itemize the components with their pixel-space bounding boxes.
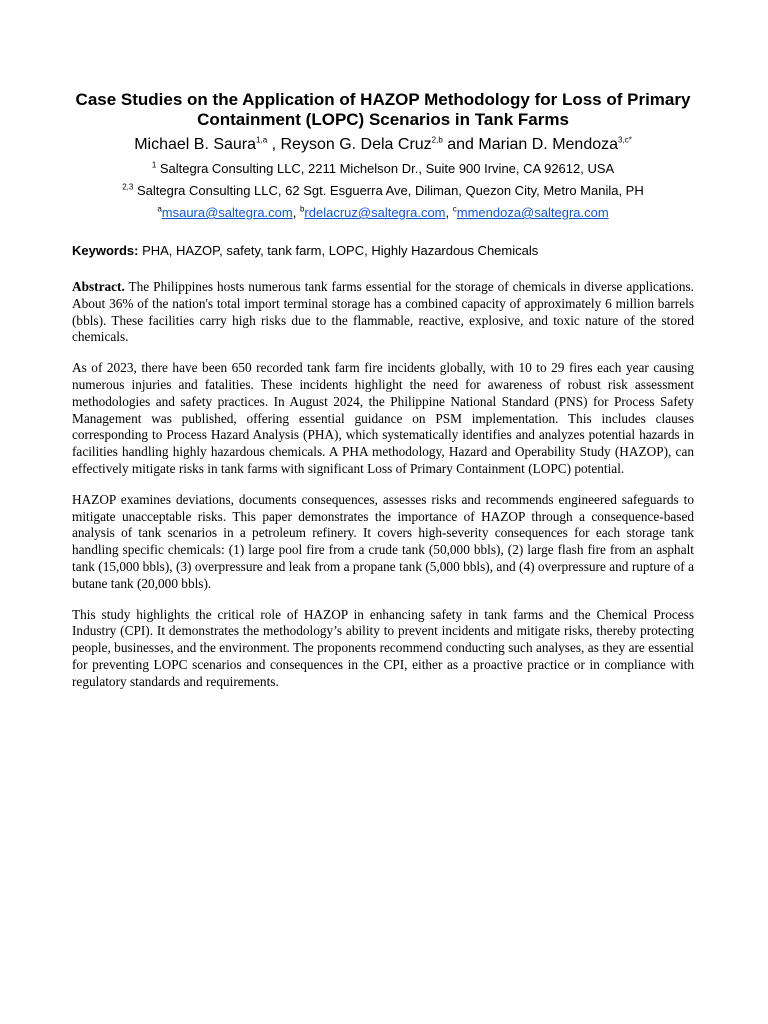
email-link-delacruz[interactable]: rdelacruz@saltegra.com [304, 205, 446, 220]
email-separator: , [445, 205, 453, 220]
paper-page [72, 90, 694, 704]
abstract-label: Abstract. [72, 279, 125, 294]
email-separator: , [292, 205, 300, 220]
affiliation-marker: 1 [151, 160, 157, 170]
affiliation-1 [72, 161, 694, 177]
abstract-paragraph-3: HAZOP examines deviations, documents consequences, assesses risks and recommends engineered safeguards to mitigate unacceptable risks. This paper demonstrates the importance of HAZOP through a consequence-based analysis of tank scenarios in a petroleum refinery. It covers high-severity consequences for each storage tank handling specific chemicals: (1) large pool fire from a crude tank (50,000 bbls), (2) large flash fire from an asphalt tank (15,000 bbls), (3) overpressure and leak from a propane tank (5,000 bbls), and (4) overpressure and rupture of a butane tank (20,000 bbls). [72, 491, 694, 591]
author-name: Reyson G. Dela Cruz [280, 136, 432, 153]
affiliation-text: Saltegra Consulting LLC, 62 Sgt. Esguerra Ave, Diliman, Quezon City, Metro Manila, PH [136, 183, 644, 198]
email-link-mendoza[interactable]: mmendoza@saltegra.com [456, 205, 609, 220]
email-list [72, 205, 694, 221]
author-affil-marker: 3,c* [618, 135, 632, 145]
author-affil-marker: 2,b [431, 135, 443, 145]
email-link-saura[interactable]: msaura@saltegra.com [161, 205, 293, 220]
email-marker: a [157, 204, 162, 214]
keywords-line [72, 243, 694, 259]
abstract-paragraph-4: This study highlights the critical role of HAZOP in enhancing safety in tank farms and the Chemical Process Industry (CPI). It demonstrates the methodology’s ability to prevent incidents and mitigate risks, thereby protecting people, businesses, and the environment. The proponents recommend conducting such analyses, as they are essential for preventing LOPC scenarios and consequences in the CPI, either as a proactive practice or in compliance with regulatory standards and requirements. [72, 606, 694, 689]
affiliation-2 [72, 183, 694, 199]
abstract-text: The Philippines hosts numerous tank farms essential for the storage of chemicals in diverse applications. About 36% of the nation's total import terminal storage has a combined capacity of approximately 6 million barrels (bbls). These facilities carry high risks due to the flammable, reactive, explosive, and toxic nature of the stored chemicals. [72, 279, 694, 345]
affiliation-marker: 2,3 [122, 182, 134, 192]
author-name: Marian D. Mendoza [478, 136, 619, 153]
email-marker: c [452, 204, 457, 214]
affiliation-text: Saltegra Consulting LLC, 2211 Michelson Dr., Suite 900 Irvine, CA 92612, USA [159, 161, 615, 176]
keywords-text: PHA, HAZOP, safety, tank farm, LOPC, Highly Hazardous Chemicals [138, 243, 539, 258]
author-name: Michael B. Saura [134, 136, 257, 153]
abstract-paragraph-1 [72, 279, 694, 346]
abstract-paragraph-2: As of 2023, there have been 650 recorded tank farm fire incidents globally, with 10 to 29 fires each year causing numerous injuries and fatalities. These incidents highlight the need for awareness of robust risk assessment methodologies and safety practices. In August 2024, the Philippine National Standard (PNS) for Process Safety Management was published, offering essential guidance on PSM implementation. This includes clauses corresponding to Process Hazard Analysis (PHA), which systematically identifies and analyzes potential hazards in facilities handling highly hazardous chemicals. A PHA methodology, Hazard and Operability Study (HAZOP), can effectively mitigate risks in tank farms with significant Loss of Primary Containment (LOPC) potential. [72, 360, 694, 476]
paper-title: Case Studies on the Application of HAZOP Methodology for Loss of Primary Containment (LOPC) Scenarios in Tank Farms [75, 90, 691, 129]
author-affil-marker: 1,a [256, 135, 268, 145]
author-separator: and [442, 136, 479, 153]
author-separator: , [267, 136, 281, 153]
email-marker: b [299, 204, 305, 214]
keywords-label: Keywords: [72, 243, 139, 258]
author-list [72, 135, 694, 155]
